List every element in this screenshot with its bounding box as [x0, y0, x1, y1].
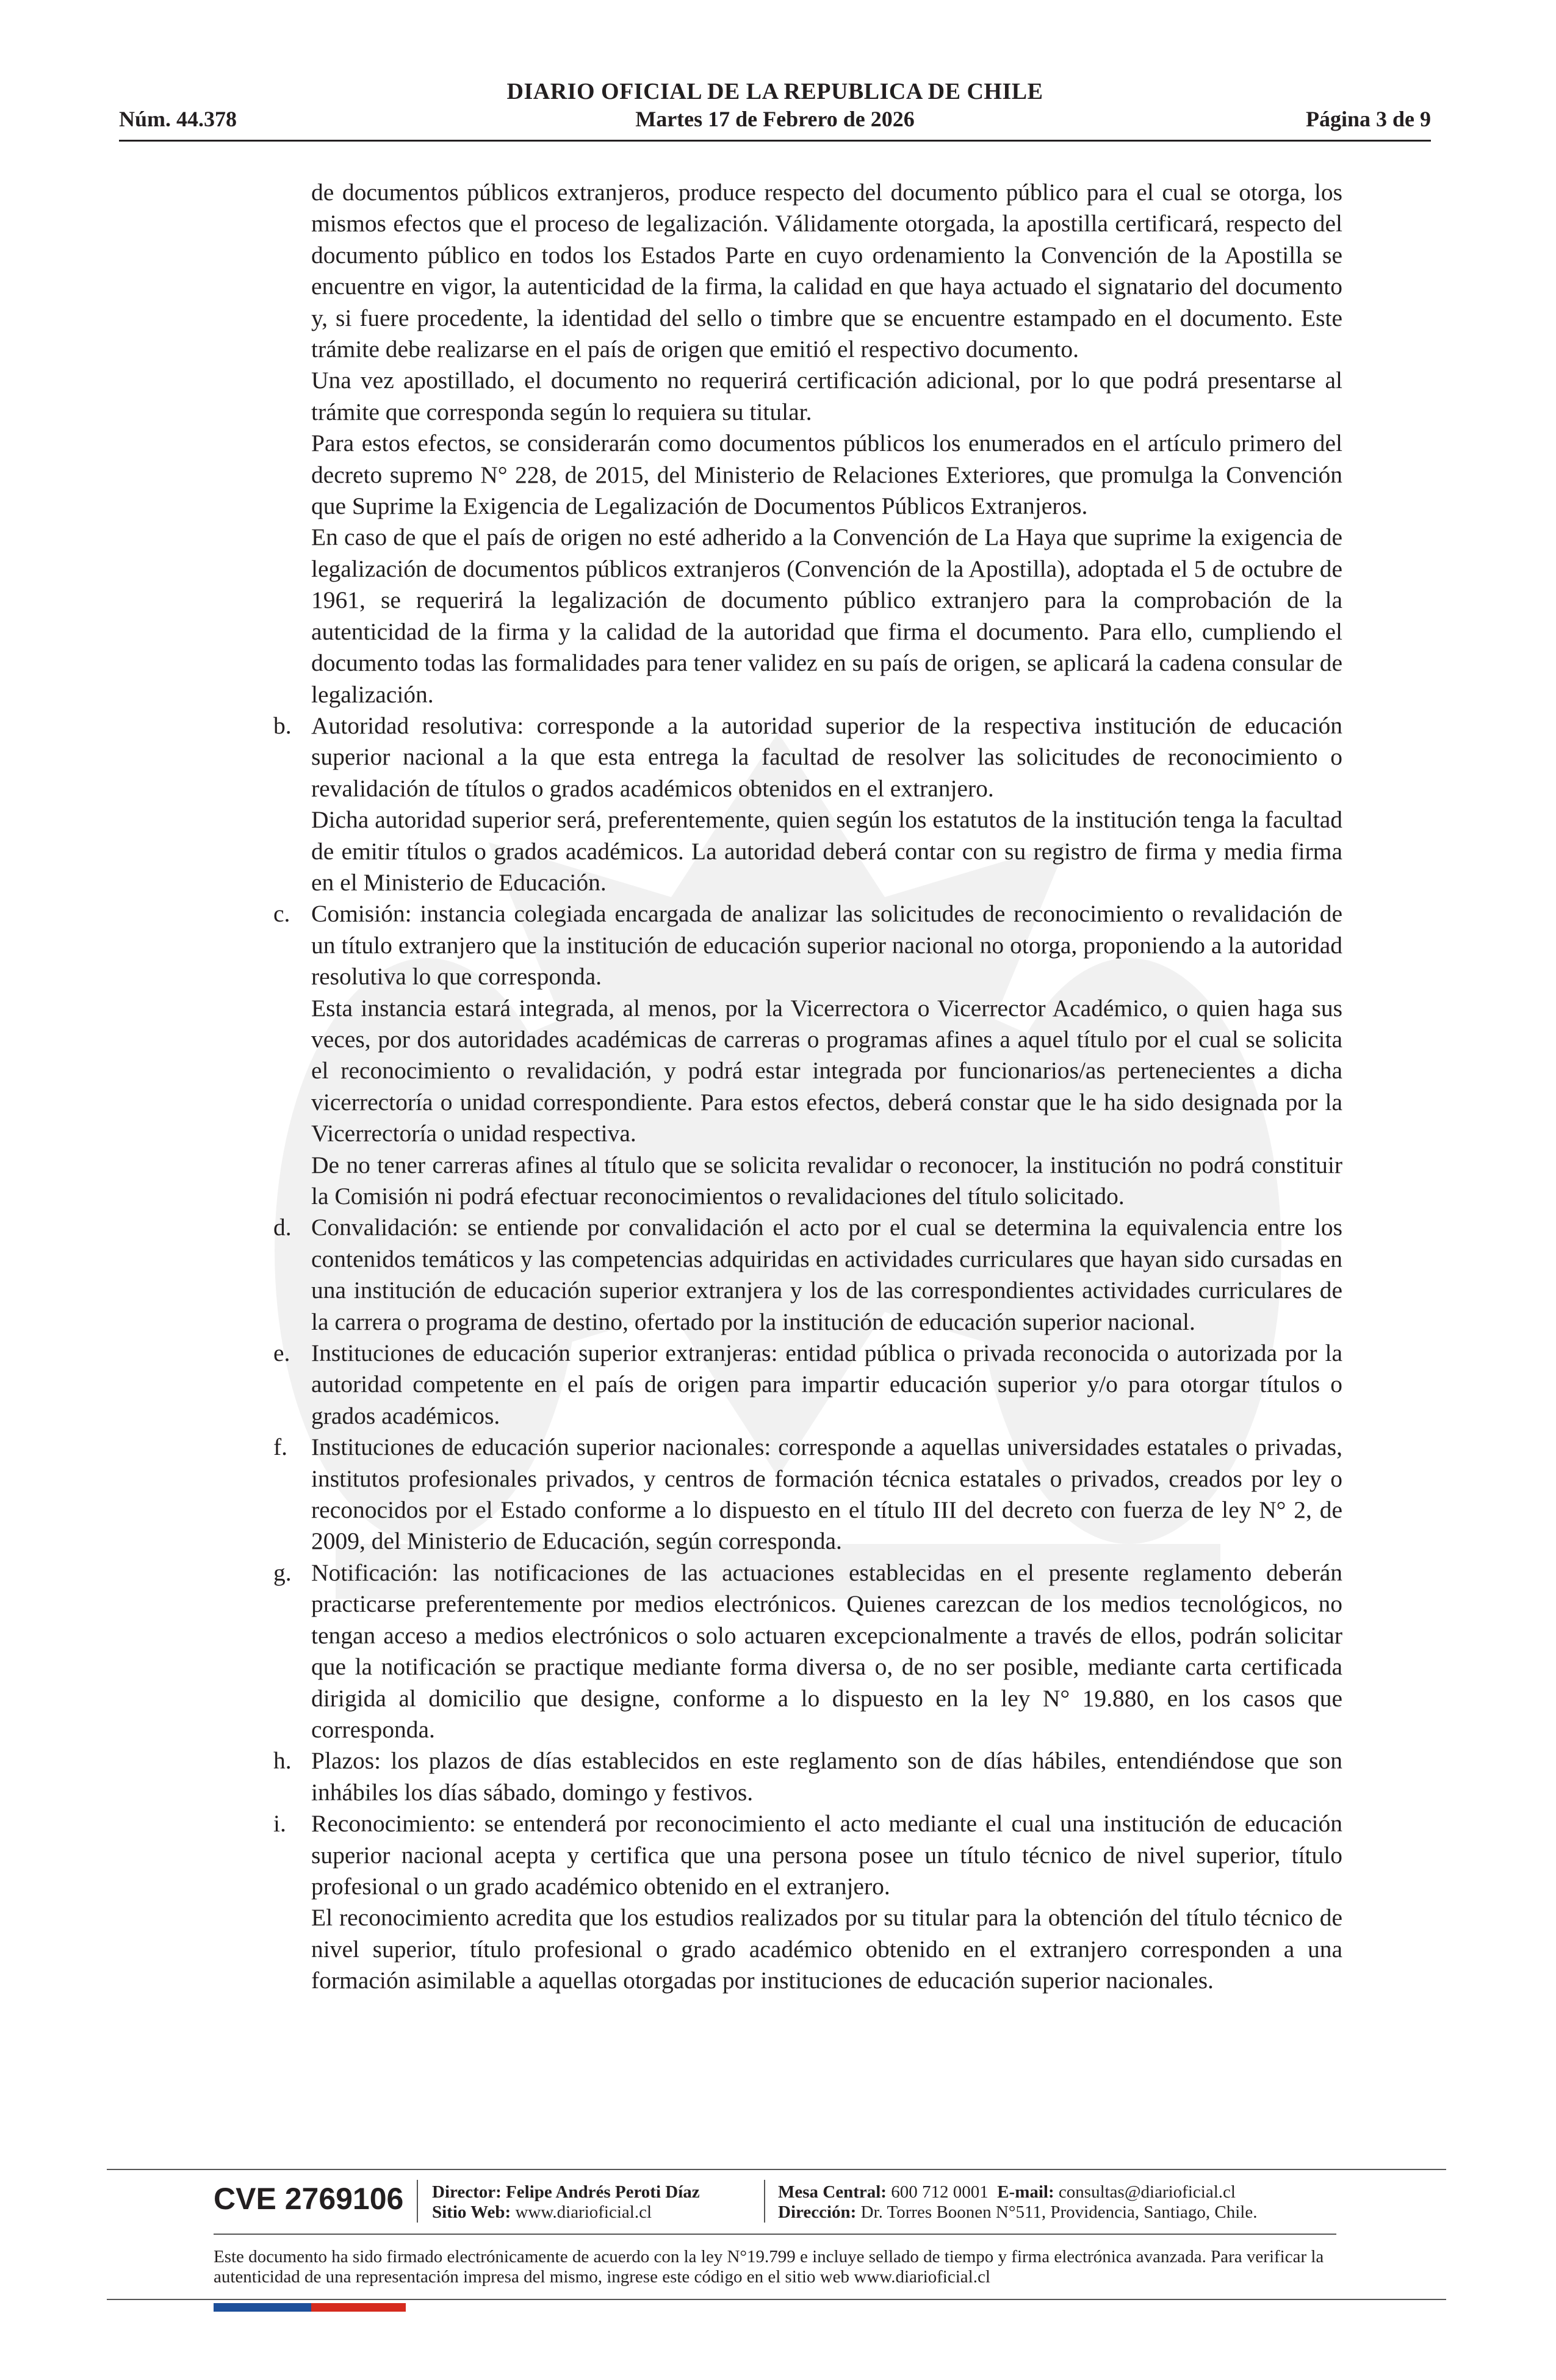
list-item — [273, 1432, 1342, 1557]
cve-code: CVE 2769106 — [214, 2182, 404, 2216]
list-item — [273, 710, 1342, 898]
header-divider — [119, 140, 1431, 142]
footer-separator — [764, 2180, 765, 2223]
page-header — [119, 78, 1431, 145]
director-name: Felipe Andrés Peroti Díaz — [506, 2182, 700, 2202]
item-paragraph: Notificación: las notificaciones de las actuaciones establecidas en el presente reglamento deberán practicarse preferentemente por medios electrónicos. Quienes carezcan de los medios tecnológicos, no tengan acceso a medios electrónicos o solo actuaren excepcionalmente a través de ellos, podrán solicitar que la notificación se practique mediante forma diversa o, de no ser posible, mediante carta certificada dirigida al domicilio que designe, conforme a lo dispuesto en la ley N° 19.880, en los casos que corresponda. — [311, 1559, 1342, 1743]
list-item — [273, 1808, 1342, 1996]
paragraph-consular-chain: En caso de que el país de origen no esté adherido a la Convención de La Haya que suprime la exigencia de legalización de documentos públicos extranjeros (Convención de la Apostilla), adoptada el 5 de octubre de 1961, se requerirá la legalización de documento público extranjero para la comprobación de la autenticidad de la firma y la calidad de la autoridad que firma el documento. Para ello, cumpliendo el documento todas las formalidades para tener validez en su país de origen, se aplicará la cadena consular de legalización. — [311, 524, 1342, 708]
list-item — [273, 898, 1342, 1212]
list-item — [273, 1212, 1342, 1338]
list-marker: h. — [273, 1747, 292, 1775]
paragraph-apostilled: Una vez apostillado, el documento no requerirá certificación adicional, por lo que podrá presentarse al trámite que corresponda según lo requiera su titular. — [311, 367, 1342, 425]
item-paragraph: Convalidación: se entiende por convalidación el acto por el cual se determina la equivalencia entre los contenidos temáticos y las competencias adquiridas en actividades curriculares que hayan sido cursadas en una institución de educación superior extranjera y los de las correspondientes actividades curriculares de la carrera o programa de destino, ofertado por la institución de educación superior nacional. — [311, 1214, 1342, 1335]
paragraph-public-documents: Para estos efectos, se considerarán como documentos públicos los enumerados en el artículo primero del decreto supremo N° 228, de 2015, del Ministerio de Relaciones Exteriores, que promulga la Convención que Suprime la Exigencia de Legalización de Documentos Públicos Extranjeros. — [311, 430, 1342, 520]
email-label: E-mail: — [997, 2182, 1054, 2202]
item-paragraph: Autoridad resolutiva: corresponde a la autoridad superior de la respectiva institución de educación superior nacional a la que esta entrega la facultad de resolver las solicitudes de reconocimiento o revalidación de títulos o grados académicos obtenidos en el extranjero. — [311, 712, 1342, 802]
issue-number: Núm. 44.378 — [119, 107, 237, 131]
newspaper-title: DIARIO OFICIAL DE LA REPUBLICA DE CHILE — [506, 79, 1043, 104]
item-paragraph: De no tener carreras afines al título que se solicita revalidar o reconocer, la institución no podrá constituir la Comisión ni podrá efectuar reconocimientos o revalidaciones del título solicitado. — [311, 1151, 1342, 1210]
email-link[interactable]: consultas@diarioficial.cl — [1058, 2182, 1236, 2202]
list-marker: c. — [273, 900, 290, 928]
item-paragraph: El reconocimiento acredita que los estudios realizados por su titular para la obtención del título técnico de nivel superior, título profesional o grado académico obtenido en el extranjero corresponden a una formación asimilable a aquellas otorgadas por instituciones de educación superior nacionales. — [311, 1904, 1342, 1994]
footer-divider-top — [107, 2169, 1446, 2170]
footer-divider-bottom — [107, 2299, 1446, 2300]
electronic-signature-note: Este documento ha sido firmado electrónicamente de acuerdo con la ley N°19.799 e incluye sellado de tiempo y firma electrónica avanzada. Para verificar la autenticidad de una representación impresa del mismo, ingrese este código en el sitio web www.diarioficial.cl — [214, 2247, 1324, 2287]
page-indicator: Página 3 de 9 — [1305, 107, 1431, 131]
list-item — [273, 1557, 1342, 1745]
issue-date: Martes 17 de Febrero de 2026 — [635, 107, 915, 131]
director-label: Director: — [432, 2182, 502, 2202]
list-marker: i. — [273, 1810, 286, 1837]
footer-contact-block — [778, 2182, 1257, 2223]
list-marker: g. — [273, 1559, 292, 1586]
flag-stripe-red — [311, 2303, 406, 2312]
website-label: Sitio Web: — [432, 2202, 511, 2222]
footer-separator — [417, 2180, 418, 2223]
footer-divider-middle — [214, 2234, 1336, 2235]
list-marker: e. — [273, 1340, 290, 1367]
flag-stripe-blue — [214, 2303, 311, 2312]
list-marker: b. — [273, 712, 292, 739]
item-paragraph: Plazos: los plazos de días establecidos en este reglamento son de días hábiles, entendiéndose que son inhábiles los días sábado, domingo y festivos. — [311, 1747, 1342, 1806]
item-paragraph: Instituciones de educación superior nacionales: corresponde a aquellas universidades estatales o privadas, institutos profesionales privados, y centros de formación técnica estatales o privados, creados por ley o reconocidos por el Estado conforme a lo dispuesto en el título III del decreto con fuerza de ley N° 2, de 2009, del Ministerio de Educación, según corresponda. — [311, 1433, 1342, 1555]
address-label: Dirección: — [778, 2202, 857, 2222]
list-marker: d. — [273, 1214, 292, 1241]
paragraph-apostille-effects: de documentos públicos extranjeros, produce respecto del documento público para el cual se otorga, los mismos efectos que el proceso de legalización. Válidamente otorgada, la apostilla certificará, respecto del documento público en todos los Estados Parte en cuyo ordenamiento la Convención de la Apostilla se encuentre en vigor, la autenticidad de la firma, la calidad en que haya actuado el signatario del documento y, si fuere procedente, la identidad del sello o timbre que se encuentre estampado en el documento. Este trámite debe realizarse en el país de origen que emitió el respectivo documento. — [311, 179, 1342, 363]
list-item — [273, 1338, 1342, 1432]
list-marker: f. — [273, 1433, 288, 1461]
footer-director-block — [432, 2182, 700, 2223]
phone-label: Mesa Central: — [778, 2182, 887, 2202]
item-paragraph: Instituciones de educación superior extranjeras: entidad pública o privada reconocida o autorizada por la autoridad competente en el país de origen para impartir educación superior y/o para otorgar títulos o grados académicos. — [311, 1340, 1342, 1429]
phone-number: 600 712 0001 — [891, 2182, 989, 2202]
list-item — [273, 1745, 1342, 1808]
document-body — [273, 177, 1342, 1997]
item-paragraph: Reconocimiento: se entenderá por reconocimiento el acto mediante el cual una institución de educación superior nacional acepta y certifica que una persona posee un título técnico de nivel superior, título profesional o un grado académico obtenido en el extranjero. — [311, 1810, 1342, 1900]
item-paragraph: Esta instancia estará integrada, al menos, por la Vicerrectora o Vicerrector Académico, o quien haga sus veces, por dos autoridades académicas de carreras o programas afines a aquel título por el cual se solicita el reconocimiento o revalidación, y podrá estar integrada por funcionarios/as pertenecientes a dicha vicerrectoría o unidad correspondiente. Para estos efectos, deberá constar que le ha sido designada por la Vicerrectoría o unidad respectiva. — [311, 994, 1342, 1147]
item-paragraph: Dicha autoridad superior será, preferentemente, quien según los estatutos de la institución tenga la facultad de emitir títulos o grados académicos. La autoridad deberá contar con su registro de firma y media firma en el Ministerio de Educación. — [311, 806, 1342, 896]
address-text: Dr. Torres Boonen N°511, Providencia, Santiago, Chile. — [860, 2202, 1258, 2222]
website-link[interactable]: www.diarioficial.cl — [515, 2202, 652, 2222]
item-paragraph: Comisión: instancia colegiada encargada de analizar las solicitudes de reconocimiento o revalidación de un título extranjero que la institución de educación superior nacional no otorga, proponiendo a la autoridad resolutiva lo que corresponda. — [311, 900, 1342, 990]
